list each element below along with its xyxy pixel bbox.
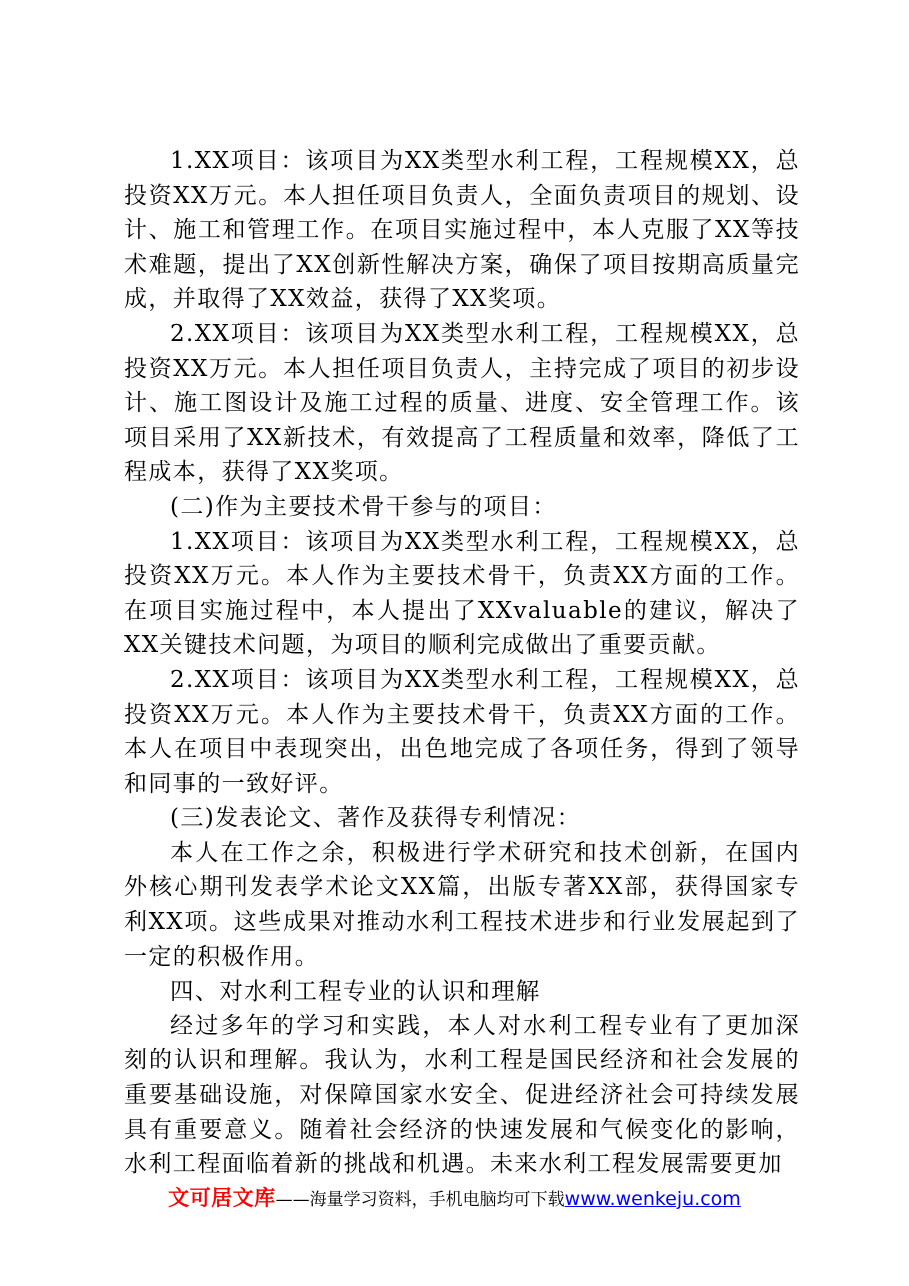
footer-brand: 文可居文库 [168, 1186, 276, 1210]
document-body [124, 144, 800, 1182]
footer-site-link[interactable]: www.wenkeju.com [564, 1188, 741, 1210]
paragraph-core-project-1: 1.XX项目：该项目为XX类型水利工程，工程规模XX，总投资XX万元。本人作为主要技术骨干，负责XX方面的工作。在项目实施过程中，本人提出了XXvaluable的建议，解决了XX关键技术问题，为项目的顺利完成做出了重要贡献。 [124, 528, 800, 659]
footer-banner [0, 1183, 909, 1213]
paragraph-core-project-2: 2.XX项目：该项目为XX类型水利工程，工程规模XX，总投资XX万元。本人作为主要技术骨干，负责XX方面的工作。本人在项目中表现突出，出色地完成了各项任务，得到了领导和同事的一致好评。 [124, 666, 800, 797]
subheading-publications: (三)发表论文、著作及获得专利情况： [170, 805, 582, 832]
paragraph-publications: 本人在工作之余，积极进行学术研究和技术创新，在国内外核心期刊发表学术论文XX篇，出版专著XX部，获得国家专利XX项。这些成果对推动水利工程技术进步和行业发展起到了一定的积极作用。 [124, 839, 800, 970]
paragraph-project-2: 2.XX项目：该项目为XX类型水利工程，工程规模XX，总投资XX万元。本人担任项目负责人，主持完成了项目的初步设计、施工图设计及施工过程的质量、进度、安全管理工作。该项目采用了XX新技术，有效提高了工程质量和效率，降低了工程成本，获得了XX奖项。 [124, 320, 800, 486]
section-heading-4: 四、对水利工程专业的认识和理解 [170, 977, 541, 1006]
paragraph-understanding: 经过多年的学习和实践，本人对水利工程专业有了更加深刻的认识和理解。我认为，水利工程是国民经济和社会发展的重要基础设施，对保障国家水安全、促进经济社会可持续发展具有重要意义。随着社会经济的快速发展和气候变化的影响，水利工程面临着新的挑战和机遇。未来水利工程发展需要更加 [124, 1012, 800, 1178]
footer-slogan: ——海量学习资料，手机电脑均可下载 [275, 1190, 565, 1210]
paragraph-project-1: 1.XX项目：该项目为XX类型水利工程，工程规模XX，总投资XX万元。本人担任项目负责人，全面负责项目的规划、设计、施工和管理工作。在项目实施过程中，本人克服了XX等技术难题，提出了XX创新性解决方案，确保了项目按期高质量完成，并取得了XX效益，获得了XX奖项。 [124, 148, 800, 313]
subheading-core-tech-projects: (二)作为主要技术骨干参与的项目： [170, 493, 557, 520]
